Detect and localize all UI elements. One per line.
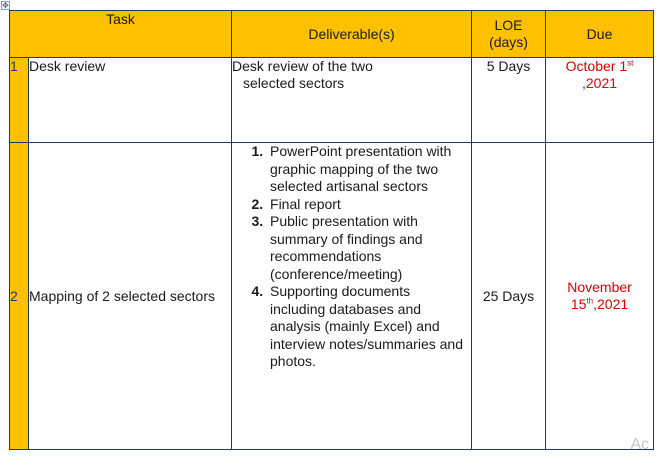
row-number: 2 (10, 143, 29, 450)
deliverable-cell (232, 58, 472, 143)
task-cell: Desk review (29, 58, 232, 143)
list-item: 2. Final report (267, 196, 463, 214)
due-year: ,2021 (593, 296, 629, 312)
table-move-icon[interactable]: ✥ (2, 1, 9, 10)
due-day: 15 (570, 296, 587, 312)
task-cell: Mapping of 2 selected sectors (29, 143, 232, 450)
due-day-suffix: st (627, 58, 634, 68)
due-year: ,2021 (581, 75, 618, 91)
due-cell (546, 58, 654, 143)
deliverable-cell (232, 143, 472, 450)
due-cell (546, 143, 654, 450)
due-month: November (567, 279, 632, 295)
deliverable-text-line1: Desk review of the two (232, 58, 373, 74)
due-day-suffix: th (586, 296, 594, 306)
row-number: 1 (10, 58, 29, 143)
list-item: 3. Public presentation with summary of findings and recommendations (conference/meeting) (267, 213, 463, 283)
due-month: October 1 (565, 58, 628, 74)
deliverables-list (232, 143, 471, 371)
header-loe-line2: (days) (489, 34, 528, 50)
header-row (10, 11, 654, 58)
header-loe (472, 11, 546, 58)
header-loe-line1: LOE (494, 17, 523, 33)
table-row (10, 143, 654, 450)
header-deliverables: Deliverable(s) (232, 11, 472, 58)
table-row (10, 58, 654, 143)
deliverable-text-line2: selected sectors (243, 75, 345, 91)
header-task: Task (10, 11, 232, 58)
list-item: 1. PowerPoint presentation with graphic mapping of the two selected artisanal sectors (267, 143, 463, 196)
loe-cell: 25 Days (472, 143, 546, 450)
loe-cell: 5 Days (472, 58, 546, 143)
header-due: Due (546, 11, 654, 58)
work-plan-table (9, 10, 654, 450)
list-item: 4. Supporting documents including databases and analysis (mainly Excel) and interview notes/summaries and photos. (267, 283, 463, 371)
corner-watermark: Ac (630, 436, 649, 453)
